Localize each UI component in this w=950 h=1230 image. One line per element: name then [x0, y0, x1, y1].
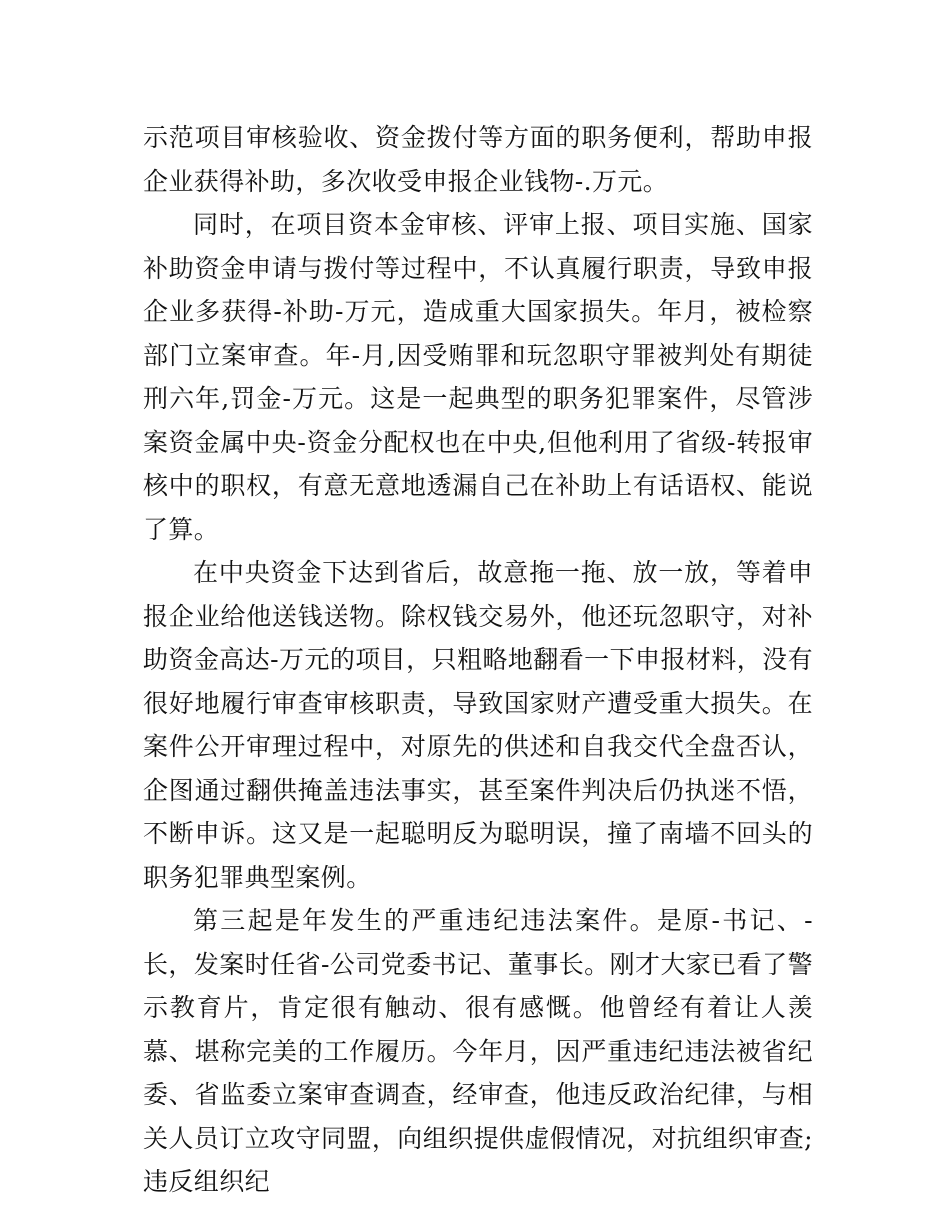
paragraph-1: 示范项目审核验收、资金拨付等方面的职务便利，帮助申报企业获得补助，多次收受申报企业钱物-.万元。 — [143, 123, 813, 196]
paragraph-4: 第三起是年发生的严重违纪违法案件。是原-书记、-长，发案时任省-公司党委书记、董事长。刚才大家已看了警示教育片，肯定很有触动、很有感慨。他曾经有着让人羡慕、堪称完美的工作履历。今年月，因严重违纪违法被省纪委、省监委立案审查调查，经审查，他违反政治纪律，与相关人员订立攻守同盟，向组织提供虚假情况，对抗组织审查;违反组织纪 — [143, 906, 813, 1196]
paragraph-2: 同时，在项目资本金审核、评审上报、项目实施、国家补助资金申请与拨付等过程中，不认真履行职责，导致申报企业多获得-补助-万元，造成重大国家损失。年月，被检察部门立案审查。年-月,因受贿罪和玩忽职守罪被判处有期徒刑六年,罚金-万元。这是一起典型的职务犯罪案件，尽管涉案资金属中央-资金分配权也在中央,但他利用了省级-转报审核中的职权，有意无意地透漏自己在补助上有话语权、能说了算。 — [143, 210, 813, 544]
document-body — [143, 116, 813, 1204]
paragraph-3: 在中央资金下达到省后，故意拖一拖、放一放，等着申报企业给他送钱送物。除权钱交易外，他还玩忽职守，对补助资金高达-万元的项目，只粗略地翻看一下申报材料，没有很好地履行审查审核职责，导致国家财产遭受重大损失。在案件公开审理过程中，对原先的供述和自我交代全盘否认，企图通过翻供掩盖违法事实，甚至案件判决后仍执迷不悟，不断申诉。这又是一起聪明反为聪明误，撞了南墙不回头的职务犯罪典型案例。 — [143, 558, 813, 892]
